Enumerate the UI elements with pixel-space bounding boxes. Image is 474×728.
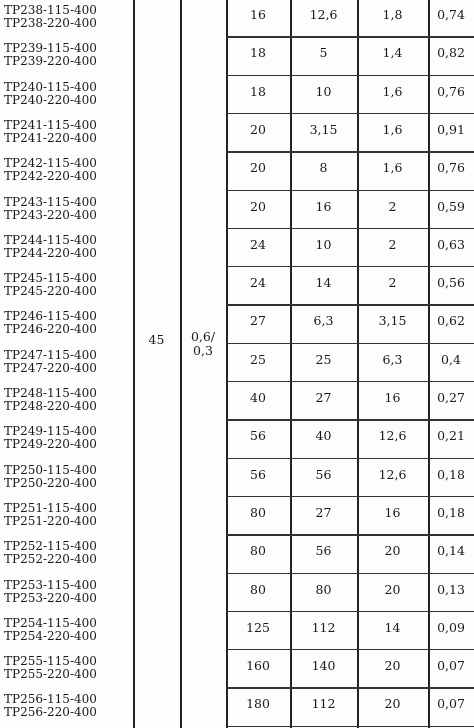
model-name: TP246-115-400 bbox=[4, 309, 97, 324]
value-cell: 20 bbox=[384, 543, 401, 559]
merged-cell-col3-line: 0,3 bbox=[193, 343, 213, 358]
model-name: TP242-220-400 bbox=[4, 169, 97, 184]
model-name: TP238-220-400 bbox=[4, 16, 97, 30]
value-cell: 27 bbox=[315, 504, 332, 520]
value-cell: 14 bbox=[315, 275, 332, 291]
model-name: TP244-115-400 bbox=[4, 232, 97, 247]
row-divider bbox=[226, 304, 474, 305]
value-cell: 0,76 bbox=[437, 160, 465, 176]
model-label-group bbox=[4, 617, 126, 643]
row-divider bbox=[226, 36, 474, 37]
model-name: TP249-220-400 bbox=[4, 437, 97, 452]
model-name: TP249-115-400 bbox=[4, 424, 97, 439]
value-cell: 80 bbox=[250, 581, 266, 597]
model-name: TP254-115-400 bbox=[4, 615, 97, 630]
row-divider bbox=[226, 649, 474, 650]
model-name: TP239-220-400 bbox=[4, 54, 97, 69]
model-label-group bbox=[4, 81, 126, 107]
value-cell: 0,27 bbox=[437, 390, 465, 405]
row-divider bbox=[226, 190, 474, 191]
value-cell: 0,18 bbox=[437, 466, 465, 482]
row-divider bbox=[226, 687, 474, 688]
model-name: TP255-220-400 bbox=[4, 667, 97, 682]
value-cell: 12,6 bbox=[378, 466, 407, 482]
value-cell: 80 bbox=[250, 504, 266, 520]
value-cell: 27 bbox=[315, 390, 332, 405]
model-name: TP245-220-400 bbox=[4, 284, 97, 299]
value-cell: 20 bbox=[250, 198, 266, 214]
value-cell: 0,82 bbox=[437, 45, 465, 61]
model-name: TP240-220-400 bbox=[4, 92, 97, 107]
value-cell: 20 bbox=[384, 658, 401, 674]
value-cell: 0,63 bbox=[437, 236, 465, 252]
model-name: TP248-220-400 bbox=[4, 399, 97, 413]
value-cell: 0,4 bbox=[441, 351, 461, 367]
model-name: TP242-115-400 bbox=[4, 156, 97, 171]
model-label-group bbox=[4, 540, 126, 566]
model-label-group bbox=[4, 387, 126, 413]
value-cell: 18 bbox=[250, 83, 266, 99]
value-cell: 2 bbox=[388, 236, 397, 252]
value-cell: 27 bbox=[250, 313, 266, 329]
model-name: TP247-115-400 bbox=[4, 347, 97, 362]
value-cell: 0,91 bbox=[437, 121, 465, 137]
value-cell: 0,09 bbox=[437, 619, 465, 635]
row-divider bbox=[226, 75, 474, 76]
column-divider bbox=[180, 0, 182, 728]
value-cell: 125 bbox=[246, 619, 270, 635]
row-divider bbox=[226, 381, 474, 382]
row-divider bbox=[226, 496, 474, 497]
value-cell: 16 bbox=[384, 504, 401, 520]
value-cell: 1,8 bbox=[382, 7, 403, 22]
value-cell: 0,07 bbox=[437, 658, 465, 674]
value-cell: 56 bbox=[315, 543, 332, 559]
value-cell: 180 bbox=[246, 696, 270, 712]
value-cell: 56 bbox=[250, 466, 266, 482]
value-cell: 16 bbox=[384, 390, 401, 405]
model-label-group bbox=[4, 349, 126, 375]
value-cell: 10 bbox=[315, 236, 332, 252]
row-divider bbox=[226, 343, 474, 344]
row-divider bbox=[226, 573, 474, 574]
row-divider bbox=[226, 458, 474, 459]
row-divider bbox=[226, 266, 474, 267]
value-cell: 0,14 bbox=[437, 543, 465, 559]
value-cell: 10 bbox=[315, 83, 332, 99]
model-name: TP251-115-400 bbox=[4, 500, 97, 515]
model-label-group bbox=[4, 4, 126, 30]
model-label-group bbox=[4, 196, 126, 222]
model-name: TP243-220-400 bbox=[4, 207, 97, 222]
model-label-group bbox=[4, 655, 126, 681]
value-cell: 1,4 bbox=[382, 45, 403, 61]
value-cell: 0,18 bbox=[437, 504, 465, 520]
value-cell: 2 bbox=[388, 275, 397, 291]
row-divider bbox=[226, 151, 474, 152]
value-cell: 0,56 bbox=[437, 275, 465, 291]
value-cell: 0,59 bbox=[437, 198, 465, 214]
value-cell: 20 bbox=[250, 121, 266, 137]
value-cell: 80 bbox=[315, 581, 332, 597]
model-label-group bbox=[4, 310, 126, 336]
value-cell: 24 bbox=[250, 236, 266, 252]
value-cell: 112 bbox=[311, 696, 336, 712]
model-name: TP250-220-400 bbox=[4, 475, 97, 490]
row-divider bbox=[226, 228, 474, 229]
model-name: TP247-220-400 bbox=[4, 360, 97, 375]
model-name: TP256-220-400 bbox=[4, 705, 97, 720]
model-name: TP244-220-400 bbox=[4, 245, 97, 260]
value-cell: 40 bbox=[315, 428, 332, 444]
value-cell: 8 bbox=[319, 160, 328, 176]
column-divider bbox=[133, 0, 135, 728]
row-divider bbox=[226, 534, 474, 535]
value-cell: 20 bbox=[384, 696, 401, 712]
model-name: TP243-115-400 bbox=[4, 194, 97, 209]
model-name: TP240-115-400 bbox=[4, 79, 97, 94]
model-label-group bbox=[4, 157, 126, 183]
model-name: TP254-220-400 bbox=[4, 628, 97, 643]
model-name: TP253-115-400 bbox=[4, 577, 97, 592]
value-cell: 140 bbox=[311, 658, 336, 674]
model-name: TP238-115-400 bbox=[4, 3, 97, 17]
model-name: TP252-220-400 bbox=[4, 552, 97, 567]
value-cell: 25 bbox=[315, 351, 332, 367]
value-cell: 0,21 bbox=[437, 428, 465, 444]
value-cell: 0,76 bbox=[437, 83, 465, 99]
value-cell: 112 bbox=[311, 619, 336, 635]
value-cell: 20 bbox=[250, 160, 266, 176]
value-cell: 80 bbox=[250, 543, 266, 559]
value-cell: 18 bbox=[250, 45, 266, 61]
value-cell: 16 bbox=[315, 198, 332, 214]
value-cell: 0,07 bbox=[437, 696, 465, 712]
value-cell: 0,62 bbox=[437, 313, 465, 329]
row-divider bbox=[226, 419, 474, 420]
model-name: TP245-115-400 bbox=[4, 271, 97, 286]
model-label-group bbox=[4, 579, 126, 605]
row-divider bbox=[226, 113, 474, 114]
value-cell: 20 bbox=[384, 581, 401, 597]
value-cell: 6,3 bbox=[382, 351, 403, 367]
value-cell: 25 bbox=[250, 351, 266, 367]
value-cell: 160 bbox=[246, 658, 270, 674]
value-cell: 12,6 bbox=[309, 7, 338, 22]
model-label-group bbox=[4, 272, 126, 298]
value-cell: 1,6 bbox=[382, 83, 403, 99]
value-cell: 1,6 bbox=[382, 121, 403, 137]
model-name: TP252-115-400 bbox=[4, 539, 97, 554]
value-cell: 5 bbox=[319, 45, 328, 61]
merged-cell-col3-line: 0,6/ bbox=[190, 329, 216, 344]
value-cell: 2 bbox=[388, 198, 397, 214]
value-cell: 16 bbox=[250, 7, 266, 22]
model-name: TP256-115-400 bbox=[4, 692, 97, 707]
value-cell: 3,15 bbox=[378, 313, 407, 329]
value-cell: 24 bbox=[250, 275, 266, 291]
model-label-group bbox=[4, 119, 126, 145]
row-divider bbox=[226, 726, 474, 727]
value-cell: 12,6 bbox=[378, 428, 407, 444]
value-cell: 56 bbox=[250, 428, 266, 444]
value-cell: 6,3 bbox=[313, 313, 334, 329]
model-label-group bbox=[4, 464, 126, 490]
value-cell: 56 bbox=[315, 466, 332, 482]
model-name: TP241-115-400 bbox=[4, 117, 97, 132]
merged-cell-col3 bbox=[180, 330, 226, 358]
model-name: TP239-115-400 bbox=[4, 41, 97, 56]
model-name: TP250-115-400 bbox=[4, 462, 97, 477]
model-name: TP246-220-400 bbox=[4, 322, 97, 337]
row-divider bbox=[226, 611, 474, 612]
value-cell: 0,74 bbox=[437, 7, 465, 22]
model-name: TP248-115-400 bbox=[4, 386, 97, 400]
model-name: TP241-220-400 bbox=[4, 130, 97, 145]
value-cell: 40 bbox=[250, 390, 266, 405]
model-name: TP253-220-400 bbox=[4, 590, 97, 605]
value-cell: 0,13 bbox=[437, 581, 465, 597]
value-cell: 1,6 bbox=[382, 160, 403, 176]
model-name: TP251-220-400 bbox=[4, 513, 97, 528]
merged-cell-col2: 45 bbox=[148, 332, 165, 347]
model-label-group bbox=[4, 693, 126, 719]
value-cell: 14 bbox=[384, 619, 401, 635]
model-label-group bbox=[4, 234, 126, 260]
model-name: TP255-115-400 bbox=[4, 654, 97, 669]
model-label-group bbox=[4, 502, 126, 528]
value-cell: 3,15 bbox=[309, 121, 338, 137]
model-label-group bbox=[4, 42, 126, 68]
model-label-group bbox=[4, 425, 126, 451]
